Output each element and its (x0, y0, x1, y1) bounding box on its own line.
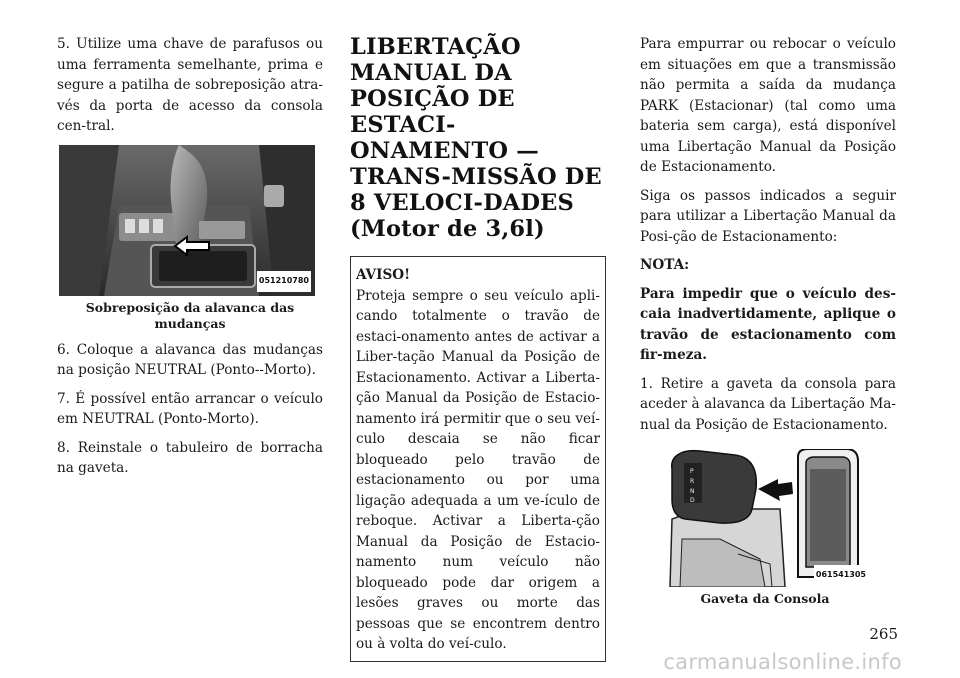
footer-watermark: carmanualsonline.info (663, 650, 902, 674)
figure-code: 0512107​80 (257, 271, 311, 292)
step-6: 6. Coloque a alavanca das mudanças na posição NEUTRAL (Ponto--Morto). (57, 341, 323, 378)
warning-box (350, 256, 606, 662)
step-7: 7. É possível então arrancar o veículo em NEUTRAL (Ponto-Morto). (57, 390, 323, 427)
note-text: Para impedir que o veículo des-caia inadvertidamente, aplique o travão de estacionamento com fir-meza. (640, 285, 896, 363)
svg-text:N: N (690, 488, 695, 495)
step-5: 5. Utilize uma chave de parafusos ou uma ferramenta semelhante, prima e segure a patilha de sobreposição atra-vés da porta de acesso da consola cen-tral. (57, 36, 323, 134)
figure-caption: Gaveta da Consola (700, 591, 830, 606)
right-column (640, 34, 896, 615)
steps-intro: Siga os passos indicados a seguir para utilizar a Libertação Manual da Posi-ção de Estacionamento: (640, 187, 896, 245)
step-1: 1. Retire a gaveta da consola para aceder à alavanca da Libertação Ma-nual da Posição de Estacionamento. (640, 375, 896, 433)
svg-text:R: R (690, 478, 695, 485)
note-title: NOTA: (640, 257, 690, 273)
warning-text: Proteja sempre o seu veículo apli-cando totalmente o travão de estaci-onamento antes de activar a Liber-tação Manual da Posição de Estacionamento. Activar a Liberta-ção Manual da Posição de Estacio-namento irá permitir que o seu veí-culo descaia se não ficar bloqueado pelo travão de estacionamento ou por uma ligação adequada a um ve-ículo de reboque. Activar a Liberta-ção Manual da Posição de Estacio-namento num veículo não bloqueado pode dar origem a lesões graves ou morte das pessoas que se encontrem dentro ou à volta do veí-culo. (356, 287, 600, 652)
step-8: 8. Reinstale o tabuleiro de borracha na gaveta. (57, 439, 323, 476)
svg-text:D: D (690, 497, 695, 504)
intro-paragraph: Para empurrar ou rebocar o veículo em situações em que a transmissão não permita a saída da mudança PARK (Estacionar) (tal como uma bateria sem carga), está disponível uma Libertação Manual da Posição de Estacionamento. (640, 36, 896, 175)
svg-text:P: P (690, 468, 694, 475)
figure-caption: Sobreposição da alavanca das mudanças (85, 299, 295, 331)
console-drawer-illustration (660, 449, 870, 587)
middle-column (350, 34, 606, 662)
left-column (57, 34, 323, 487)
arrow-right-icon (758, 479, 793, 501)
warning-title: AVISO! (356, 267, 411, 283)
section-heading: LIBERTAÇÃO MANUAL DA POSIÇÃO DE ESTACI-ONAMENTO — TRANS-MISSÃO DE 8 VELOCI-DADES (Motor de 3,6l) (350, 34, 602, 242)
gear-lever-override-photo (59, 145, 315, 296)
figure-code: 061541305 (814, 565, 868, 586)
page-number: 265 (869, 625, 898, 643)
